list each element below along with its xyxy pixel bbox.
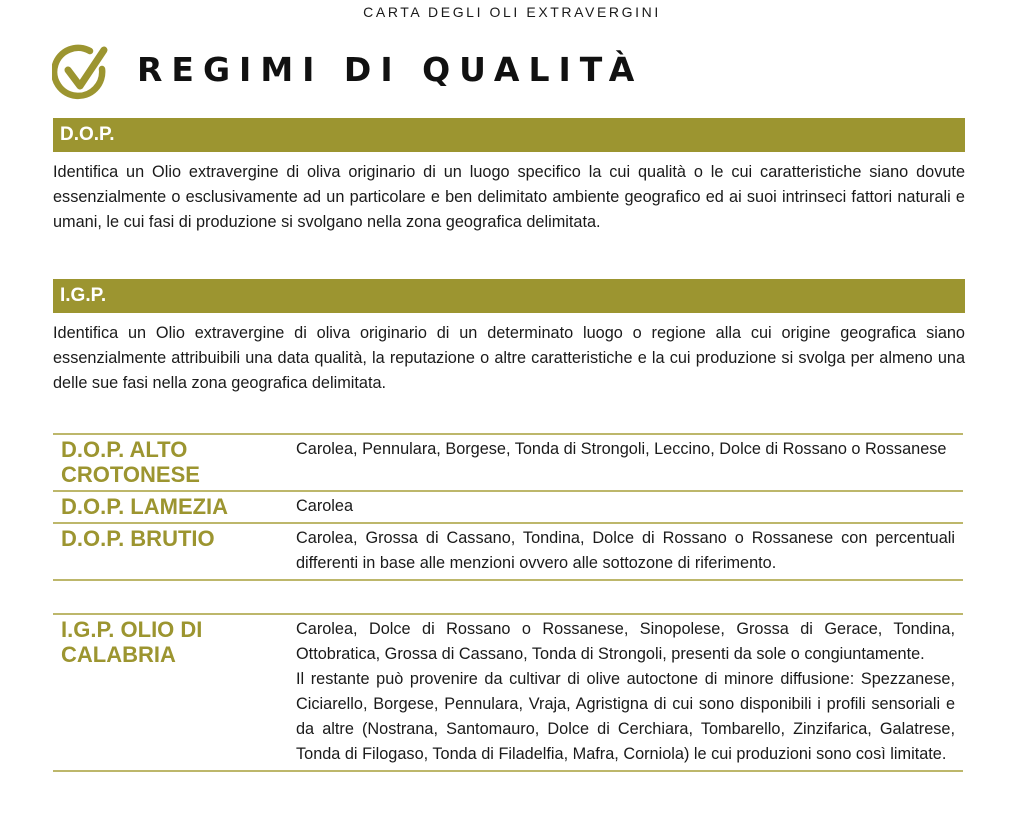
regime-varieties: Carolea, Pennulara, Borgese, Tonda di Strongoli, Leccino, Dolce di Rossano o Rossanese bbox=[288, 434, 963, 491]
igp-table bbox=[53, 613, 963, 772]
section-header-dop: D.O.P. bbox=[53, 118, 965, 152]
section-text-igp: Identifica un Olio extravergine di oliva originario di un determinato luogo o regione alla cui origine geografica siano essenzialmente attribuibili una data qualità, la reputazione o altre caratteristiche e la cui produzione si svolga per almeno una delle sue fasi nella zona geografica delimitata. bbox=[53, 324, 965, 392]
regime-varieties: Carolea, Grossa di Cassano, Tondina, Dolce di Rossano o Rossanese con percentuali differenti in base alle menzioni ovvero alle sottozone di riferimento. bbox=[288, 523, 963, 580]
dop-table bbox=[53, 433, 963, 581]
regime-varieties: Carolea, Dolce di Rossano o Rossanese, Sinopolese, Grossa di Gerace, Tondina, Ottobratica, Grossa di Cassano, Tonda di Strongoli, presenti da sole o congiuntamente. bbox=[296, 620, 955, 663]
regime-varieties-cell bbox=[288, 614, 963, 771]
table-row bbox=[53, 434, 963, 491]
table-row bbox=[53, 523, 963, 580]
regime-name: D.O.P. BRUTIO bbox=[53, 523, 288, 580]
regime-varieties: Carolea bbox=[288, 491, 963, 523]
section-header-igp: I.G.P. bbox=[53, 279, 965, 313]
page-title: REGIMI DI QUALITÀ bbox=[137, 50, 644, 89]
table-row bbox=[53, 491, 963, 523]
check-circle-icon bbox=[52, 42, 112, 102]
section-text-dop: Identifica un Olio extravergine di oliva originario di un luogo specifico la cui qualità o le cui caratteristiche siano dovute essenzialmente o esclusivamente ad un particolare e ben delimitato ambiente geografico ed ai suoi intrinseci fattori naturali e umani, le cui fasi di produzione si svolgano nella zona geografica delimitata. bbox=[53, 163, 965, 231]
regime-name: D.O.P. ALTO CROTONESE bbox=[53, 434, 288, 491]
table-row bbox=[53, 614, 963, 771]
regime-varieties-extra: Il restante può provenire da cultivar di olive autoctone di minore diffusione: Spezzanese, Ciciarello, Borgese, Pennulara, Vraja, Agristigna di cui sono disponibili i profili sensoriali e da altre (Nostrana, Santomauro, Dolce di Cerchiara, Tombarello, Zinzifarica, Galatrese, Tonda di Filogaso, Tonda di Filadelfia, Mafra, Corniola) le cui produzioni sono così limitate. bbox=[296, 670, 955, 763]
page-subtitle: CARTA DEGLI OLI EXTRAVERGINI bbox=[363, 4, 661, 20]
regime-name: D.O.P. LAMEZIA bbox=[53, 491, 288, 523]
regime-name: I.G.P. OLIO DI CALABRIA bbox=[53, 614, 288, 771]
